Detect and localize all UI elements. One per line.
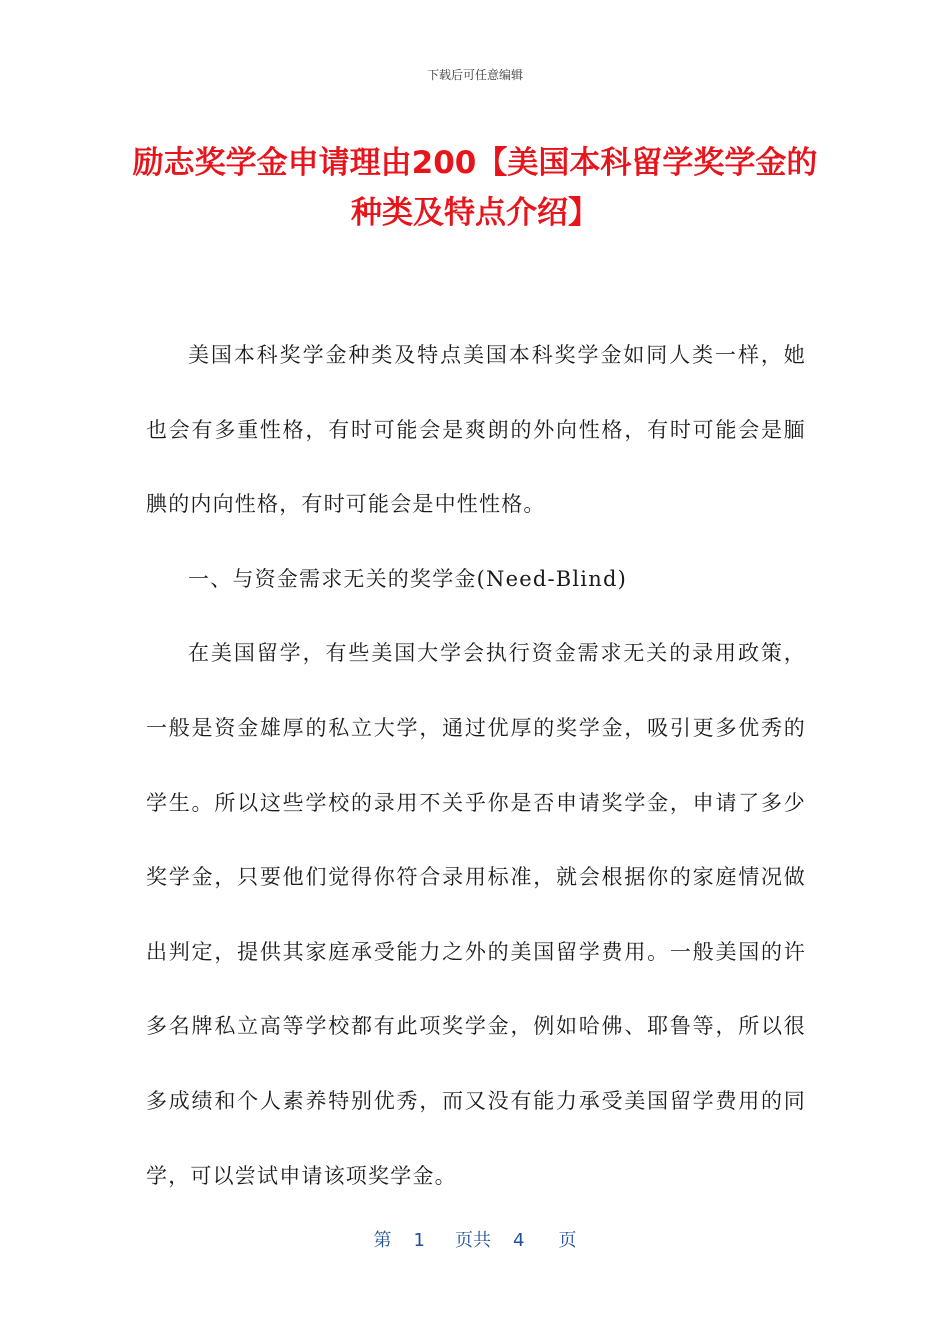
total-pages-number: 4	[513, 1230, 525, 1251]
page-footer	[0, 1226, 950, 1252]
document-body	[146, 318, 806, 1213]
document-title: 励志奖学金申请理由200【美国本科留学奖学金的种类及特点介绍】	[132, 145, 818, 231]
paragraph-intro: 美国本科奖学金种类及特点美国本科奖学金如同人类一样，她也会有多重性格，有时可能会是爽朗的外向性格，有时可能会是腼腆的内向性格，有时可能会是中性性格。	[146, 343, 806, 517]
page-prefix: 第	[373, 1230, 392, 1251]
page-mid: 页共	[455, 1230, 491, 1251]
section-heading-need-blind: 一、与资金需求无关的奖学金(Need-Blind)	[188, 566, 627, 591]
page-suffix: 页	[558, 1230, 577, 1251]
current-page-number: 1	[413, 1230, 425, 1251]
paragraph-need-blind: 在美国留学，有些美国大学会执行资金需求无关的录用政策，一般是资金雄厚的私立大学，通过优厚的奖学金，吸引更多优秀的学生。所以这些学校的录用不关乎你是否申请奖学金，申请了多少奖学金，只要他们觉得你符合录用标准，就会根据你的家庭情况做出判定，提供其家庭承受能力之外的美国留学费用。一般美国的许多名牌私立高等学校都有此项奖学金，例如哈佛、耶鲁等，所以很多成绩和个人素养特别优秀，而又没有能力承受美国留学费用的同学，可以尝试申请该项奖学金。	[146, 641, 806, 1188]
header-note: 下载后可任意编辑	[426, 68, 523, 82]
